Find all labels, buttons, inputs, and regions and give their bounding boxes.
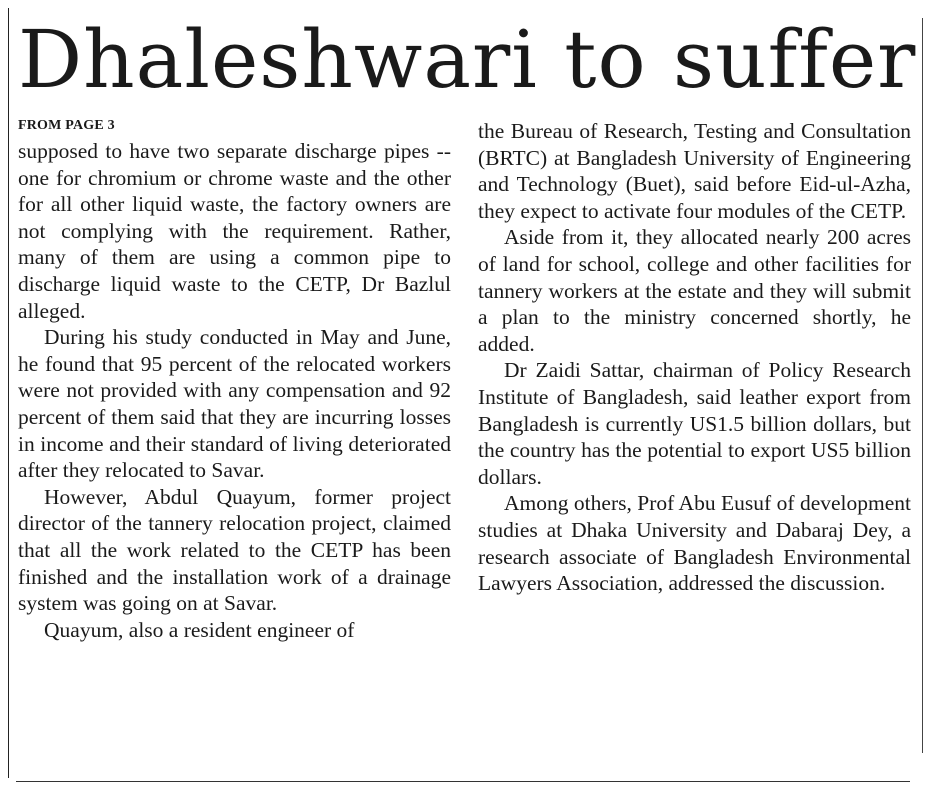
paragraph: Aside from it, they allocated nearly 200 acres of land for school, college and other facilities for tannery workers at the estate and they will submit a plan to the ministry concerned shortly, he added. [478,225,911,356]
bottom-rule [16,781,910,782]
paragraph: During his study conducted in May and June, he found that 95 percent of the relocated workers were not provided with any compensation and 92 percent of them said that they are incurring losses in income and their standard of living deteriorated after they relocated to Savar. [18,325,451,483]
headline: Dhaleshwari to suffer [18,13,917,106]
article-column-left [18,118,451,643]
article-column-right [478,118,911,597]
paragraph: However, Abdul Quayum, former project director of the tannery relocation project, claimed that all the work related to the CETP has been finished and the installation work of a drainage system was going on at Savar. [18,484,451,616]
paragraph: Dr Zaidi Sattar, chairman of Policy Research Institute of Bangladesh, said leather export from Bangladesh is currently US1.5 billion dollars, but the country has the potential to export US5 billion dollars. [478,358,911,489]
paragraph: the Bureau of Research, Testing and Consultation (BRTC) at Bangladesh University of Engineering and Technology (Buet), said before Eid-ul-Azha, they expect to activate four modules of the CETP. [478,119,911,223]
paragraph: Among others, Prof Abu Eusuf of development studies at Dhaka University and Dabaraj Dey, a research associate of Bangladesh Environmental Lawyers Association, addressed the discussion. [478,491,911,596]
continuation-kicker: FROM PAGE 3 [18,118,115,133]
left-column-rule [8,8,9,778]
right-column-rule [922,18,923,753]
paragraph: supposed to have two separate discharge pipes -- one for chromium or chrome waste and the other for all other liquid waste, the factory owners are not complying with the requirement. Rather, many of them are using a common pipe to discharge liquid waste to the CETP, Dr Bazlul alleged. [18,139,451,323]
paragraph: Quayum, also a resident engineer of [44,617,355,642]
